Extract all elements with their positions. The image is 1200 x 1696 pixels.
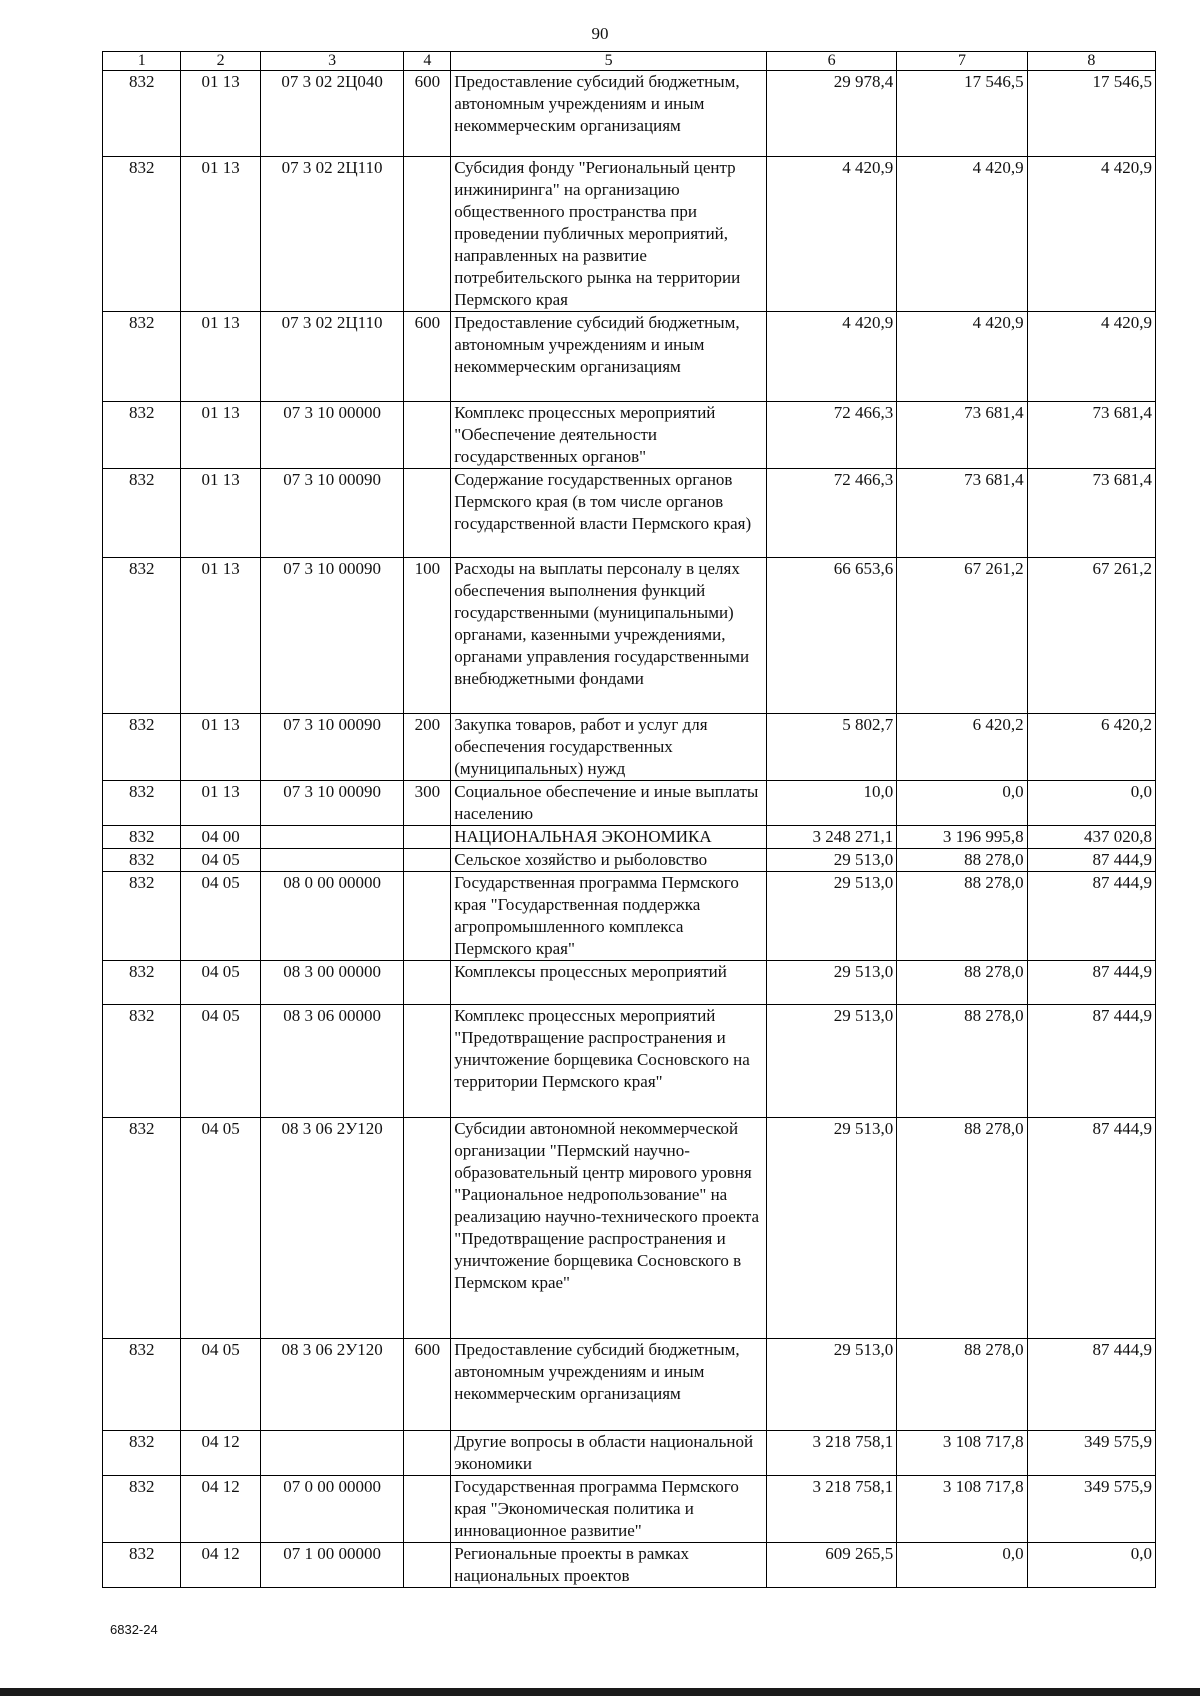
table-row [103,558,1156,714]
cell-expense-type [404,826,451,849]
table-row [103,71,1156,157]
cell-target-article: 07 3 10 00090 [260,781,404,826]
cell-target-article: 07 3 02 2Ц110 [260,157,404,312]
cell-amount-7: 73 681,4 [897,402,1027,469]
table-row [103,157,1156,312]
cell-ministry: 832 [103,961,181,1005]
table-row [103,1543,1156,1588]
cell-expense-type [404,402,451,469]
cell-amount-8: 349 575,9 [1027,1476,1155,1543]
cell-description: Предоставление субсидий бюджетным, автономным учреждениям и иным некоммерческим организациям [451,312,767,402]
cell-target-article: 08 0 00 00000 [260,872,404,961]
cell-section: 04 05 [181,849,260,872]
cell-amount-7: 4 420,9 [897,312,1027,402]
cell-description: Предоставление субсидий бюджетным, автономным учреждениям и иным некоммерческим организациям [451,1339,767,1431]
header-cell-6: 6 [766,52,896,71]
cell-description: Государственная программа Пермского края "Экономическая политика и инновационное развитие" [451,1476,767,1543]
cell-amount-7: 3 108 717,8 [897,1476,1027,1543]
cell-amount-6: 66 653,6 [766,558,896,714]
cell-target-article: 07 3 02 2Ц040 [260,71,404,157]
cell-target-article: 08 3 00 00000 [260,961,404,1005]
cell-amount-7: 67 261,2 [897,558,1027,714]
cell-amount-7: 17 546,5 [897,71,1027,157]
cell-amount-7: 88 278,0 [897,849,1027,872]
cell-amount-7: 3 196 995,8 [897,826,1027,849]
cell-section: 04 05 [181,872,260,961]
table-row [103,849,1156,872]
cell-expense-type: 100 [404,558,451,714]
table-row [103,1118,1156,1339]
cell-amount-6: 29 513,0 [766,1339,896,1431]
cell-ministry: 832 [103,1118,181,1339]
cell-amount-6: 72 466,3 [766,402,896,469]
cell-amount-8: 67 261,2 [1027,558,1155,714]
cell-description: Расходы на выплаты персоналу в целях обеспечения выполнения функций государственными (муниципальными) органами, казенными учреждениями, органами управления государственными внебюджетными фондами [451,558,767,714]
cell-target-article: 07 3 02 2Ц110 [260,312,404,402]
cell-expense-type [404,961,451,1005]
cell-target-article [260,849,404,872]
cell-target-article: 07 3 10 00090 [260,714,404,781]
cell-amount-7: 88 278,0 [897,961,1027,1005]
header-cell-8: 8 [1027,52,1155,71]
cell-target-article [260,826,404,849]
cell-expense-type: 600 [404,71,451,157]
cell-section: 04 12 [181,1476,260,1543]
cell-amount-6: 5 802,7 [766,714,896,781]
table-row [103,826,1156,849]
table-row [103,469,1156,558]
cell-ministry: 832 [103,849,181,872]
cell-amount-6: 3 218 758,1 [766,1431,896,1476]
cell-section: 04 05 [181,1005,260,1118]
cell-ministry: 832 [103,1005,181,1118]
cell-amount-8: 437 020,8 [1027,826,1155,849]
cell-amount-8: 87 444,9 [1027,849,1155,872]
cell-expense-type [404,872,451,961]
cell-ministry: 832 [103,402,181,469]
budget-table [102,51,1156,1588]
cell-expense-type [404,1005,451,1118]
cell-expense-type: 600 [404,1339,451,1431]
header-cell-2: 2 [181,52,260,71]
cell-amount-6: 4 420,9 [766,312,896,402]
cell-section: 01 13 [181,558,260,714]
cell-expense-type [404,1543,451,1588]
cell-expense-type [404,157,451,312]
cell-ministry: 832 [103,1543,181,1588]
cell-description: Региональные проекты в рамках национальных проектов [451,1543,767,1588]
cell-section: 01 13 [181,781,260,826]
cell-section: 04 05 [181,961,260,1005]
cell-amount-8: 87 444,9 [1027,872,1155,961]
cell-ministry: 832 [103,714,181,781]
cell-section: 01 13 [181,312,260,402]
cell-section: 04 05 [181,1339,260,1431]
cell-description: НАЦИОНАЛЬНАЯ ЭКОНОМИКА [451,826,767,849]
cell-section: 04 12 [181,1543,260,1588]
table-row [103,402,1156,469]
header-row [103,52,1156,71]
cell-amount-8: 6 420,2 [1027,714,1155,781]
cell-ministry: 832 [103,826,181,849]
header-cell-1: 1 [103,52,181,71]
cell-ministry: 832 [103,872,181,961]
cell-expense-type [404,849,451,872]
cell-description: Закупка товаров, работ и услуг для обеспечения государственных (муниципальных) нужд [451,714,767,781]
cell-amount-7: 0,0 [897,781,1027,826]
cell-amount-6: 29 513,0 [766,1118,896,1339]
cell-target-article: 07 3 10 00090 [260,558,404,714]
table-row [103,872,1156,961]
cell-expense-type [404,1476,451,1543]
cell-amount-6: 3 248 271,1 [766,826,896,849]
cell-amount-7: 0,0 [897,1543,1027,1588]
cell-description: Другие вопросы в области национальной экономики [451,1431,767,1476]
cell-section: 04 12 [181,1431,260,1476]
cell-amount-8: 4 420,9 [1027,312,1155,402]
cell-amount-7: 88 278,0 [897,1118,1027,1339]
cell-ministry: 832 [103,1339,181,1431]
cell-amount-7: 88 278,0 [897,1005,1027,1118]
cell-amount-7: 73 681,4 [897,469,1027,558]
cell-amount-6: 72 466,3 [766,469,896,558]
cell-section: 04 05 [181,1118,260,1339]
cell-target-article: 08 3 06 2У120 [260,1339,404,1431]
cell-expense-type: 300 [404,781,451,826]
cell-amount-7: 88 278,0 [897,1339,1027,1431]
cell-amount-6: 609 265,5 [766,1543,896,1588]
cell-amount-7: 4 420,9 [897,157,1027,312]
cell-ministry: 832 [103,1476,181,1543]
cell-ministry: 832 [103,71,181,157]
cell-amount-8: 87 444,9 [1027,1339,1155,1431]
cell-target-article [260,1431,404,1476]
table-row [103,714,1156,781]
cell-ministry: 832 [103,312,181,402]
cell-amount-6: 29 513,0 [766,849,896,872]
table-row [103,1339,1156,1431]
cell-section: 04 00 [181,826,260,849]
cell-amount-8: 4 420,9 [1027,157,1155,312]
cell-target-article: 07 3 10 00000 [260,402,404,469]
cell-amount-8: 0,0 [1027,1543,1155,1588]
cell-description: Предоставление субсидий бюджетным, автономным учреждениям и иным некоммерческим организациям [451,71,767,157]
cell-amount-7: 88 278,0 [897,872,1027,961]
cell-description: Комплекс процессных мероприятий "Обеспечение деятельности государственных органов" [451,402,767,469]
table-row [103,1005,1156,1118]
cell-section: 01 13 [181,71,260,157]
cell-target-article: 08 3 06 2У120 [260,1118,404,1339]
header-cell-3: 3 [260,52,404,71]
cell-description: Содержание государственных органов Пермского края (в том числе органов государственной власти Пермского края) [451,469,767,558]
cell-amount-8: 349 575,9 [1027,1431,1155,1476]
cell-description: Государственная программа Пермского края "Государственная поддержка агропромышленного комплекса Пермского края" [451,872,767,961]
table-row [103,1431,1156,1476]
cell-amount-7: 3 108 717,8 [897,1431,1027,1476]
bottom-scan-edge [0,1688,1200,1696]
cell-expense-type [404,1431,451,1476]
cell-amount-8: 73 681,4 [1027,469,1155,558]
document-code: 6832-24 [110,1622,158,1637]
cell-amount-6: 4 420,9 [766,157,896,312]
cell-amount-6: 29 513,0 [766,1005,896,1118]
cell-section: 01 13 [181,402,260,469]
cell-amount-8: 17 546,5 [1027,71,1155,157]
cell-section: 01 13 [181,714,260,781]
header-cell-7: 7 [897,52,1027,71]
cell-expense-type [404,469,451,558]
cell-target-article: 07 1 00 00000 [260,1543,404,1588]
cell-target-article: 07 0 00 00000 [260,1476,404,1543]
cell-description: Субсидия фонду "Региональный центр инжиниринга" на организацию общественного пространства при проведении публичных мероприятий, направленных на развитие потребительского рынка на территории Пермского края [451,157,767,312]
cell-description: Комплекс процессных мероприятий "Предотвращение распространения и уничтожение борщевика Сосновского на территории Пермского края" [451,1005,767,1118]
cell-ministry: 832 [103,558,181,714]
table-row [103,961,1156,1005]
header-cell-4: 4 [404,52,451,71]
cell-expense-type: 600 [404,312,451,402]
cell-ministry: 832 [103,781,181,826]
cell-ministry: 832 [103,157,181,312]
cell-amount-8: 87 444,9 [1027,1118,1155,1339]
cell-amount-8: 73 681,4 [1027,402,1155,469]
page-number: 90 [591,24,609,43]
cell-amount-8: 87 444,9 [1027,1005,1155,1118]
cell-amount-6: 29 513,0 [766,872,896,961]
cell-description: Сельское хозяйство и рыболовство [451,849,767,872]
cell-amount-7: 6 420,2 [897,714,1027,781]
cell-target-article: 08 3 06 00000 [260,1005,404,1118]
cell-amount-6: 29 978,4 [766,71,896,157]
cell-ministry: 832 [103,469,181,558]
table-row [103,781,1156,826]
cell-amount-6: 3 218 758,1 [766,1476,896,1543]
cell-section: 01 13 [181,469,260,558]
table-row [103,312,1156,402]
cell-description: Субсидии автономной некоммерческой организации "Пермский научно-образовательный центр мирового уровня "Рациональное недропользование" на реализацию научно-технического проекта "Предотвращение распространения и уничтожение борщевика Сосновского в Пермском крае" [451,1118,767,1339]
cell-expense-type: 200 [404,714,451,781]
cell-target-article: 07 3 10 00090 [260,469,404,558]
cell-ministry: 832 [103,1431,181,1476]
cell-expense-type [404,1118,451,1339]
cell-amount-8: 0,0 [1027,781,1155,826]
cell-section: 01 13 [181,157,260,312]
cell-description: Социальное обеспечение и иные выплаты населению [451,781,767,826]
cell-description: Комплексы процессных мероприятий [451,961,767,1005]
header-cell-5: 5 [451,52,767,71]
cell-amount-6: 10,0 [766,781,896,826]
cell-amount-6: 29 513,0 [766,961,896,1005]
cell-amount-8: 87 444,9 [1027,961,1155,1005]
table-row [103,1476,1156,1543]
